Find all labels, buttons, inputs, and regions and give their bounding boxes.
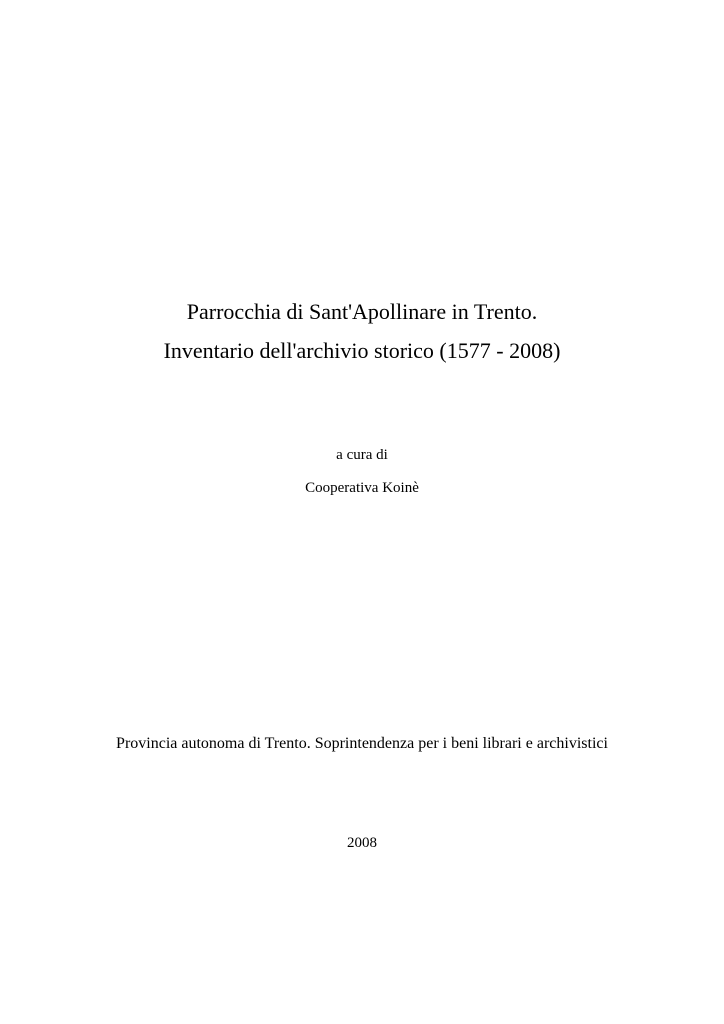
document-title-line-2: Inventario dell'archivio storico (1577 - 2008) xyxy=(163,338,561,363)
curator-label: a cura di xyxy=(336,447,388,463)
publisher: Provincia autonoma di Trento. Soprintendenza per i beni librari e archivistici xyxy=(116,735,608,752)
publication-year: 2008 xyxy=(347,835,377,851)
document-title-line-1: Parrocchia di Sant'Apollinare in Trento. xyxy=(186,299,538,324)
curator-name: Cooperativa Koinè xyxy=(305,480,419,496)
